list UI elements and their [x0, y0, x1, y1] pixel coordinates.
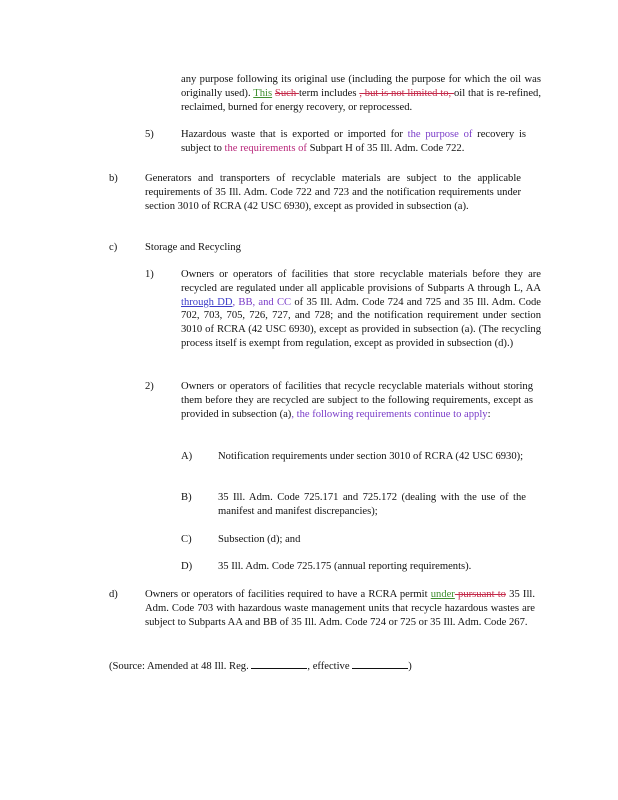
- source-note: (Source: Amended at 48 Ill. Reg. , effective ): [109, 658, 509, 674]
- item-label-A: A): [181, 451, 193, 462]
- subsection-label-b: b): [109, 173, 118, 184]
- list-item-D: 35 Ill. Adm. Code 725.175 (annual reporting requirements).: [218, 561, 472, 572]
- insertion-bb-and-cc: , BB, and CC: [232, 296, 292, 308]
- paragraph-a4-continuation: any purpose following its original use (including the purpose for which the oil was originally used). This Such term includes , but is not limited to, oil that is re-refined, reclaimed, burned for energy recovery, or reprocessed.: [181, 74, 541, 113]
- item-label-B: B): [181, 492, 192, 503]
- insertion-the-purpose-of: the purpose of: [407, 129, 473, 140]
- insertion-the-requirements-of: the requirements of: [224, 142, 307, 154]
- paragraph-a5: Hazardous waste that is exported or imported for the purpose of recovery is subject to the requirements of Subpart H of 35 Ill. Adm. Code 722.: [181, 129, 527, 154]
- deletion-but-not-limited: , but is not limited to,: [359, 87, 454, 99]
- effective-date-blank: [352, 658, 408, 669]
- deletion-pursuant-to: pursuant to: [454, 589, 506, 600]
- insertion-this: This: [253, 87, 273, 99]
- paragraph-b: Generators and transporters of recyclable materials are subject to the applicable requirements of 35 Ill. Adm. Code 722 and 723 and the notification requirements under section 3010 of RCRA (42 USC 6930), except as provided in subsection (a).: [145, 173, 521, 212]
- subsection-heading-c: Storage and Recycling: [145, 242, 241, 253]
- subsection-label-c: c): [109, 242, 118, 253]
- register-blank: [251, 658, 307, 669]
- list-item-C: Subsection (d); and: [218, 534, 301, 545]
- insertion-following-requirements-continue: , the following requirements continue to apply: [291, 408, 488, 420]
- deletion-such: Such: [274, 87, 299, 99]
- list-item-A: Notification requirements under section 3010 of RCRA (42 USC 6930);: [218, 451, 524, 462]
- insertion-under: under: [430, 589, 455, 600]
- paragraph-c1: Owners or operators of facilities that store recyclable materials before they are recycled are regulated under all applicable provisions of Subparts A through L, AA through DD, BB, and CC of 35 Ill. Adm. Code 724 and 725 and 35 Ill. Adm. Code 702, 703, 705, 726, 727, and 728; and the notification requirement under section 3010 of RCRA (42 USC 6930), except as provided in subsection (a). (The recycling process itself is exempt from regulation, except as provided in subsection (d).): [181, 269, 541, 349]
- item-label-D: D): [181, 561, 193, 572]
- list-item-B: 35 Ill. Adm. Code 725.171 and 725.172 (dealing with the use of the manifest and manifest discrepancies);: [218, 492, 526, 517]
- paragraph-c2: Owners or operators of facilities that recycle recyclable materials without storing them before they are recycled are subject to the following requirements, except as provided in subsection (a), the following requirements continue to apply:: [181, 381, 533, 420]
- item-label-c1: 1): [145, 269, 154, 280]
- item-label-C: C): [181, 534, 192, 545]
- insertion-through-dd: through DD: [181, 296, 233, 308]
- paragraph-d: Owners or operators of facilities required to have a RCRA permit under pursuant to 35 Ill. Adm. Code 703 with hazardous waste management units that recycle hazardous wastes are subject to Subparts AA and BB of 35 Ill. Adm. Code 724 or 725 or 35 Ill. Adm. Code 267.: [145, 589, 535, 628]
- item-label-c2: 2): [145, 381, 154, 392]
- item-label-5: 5): [145, 129, 154, 140]
- subsection-label-d: d): [109, 589, 118, 600]
